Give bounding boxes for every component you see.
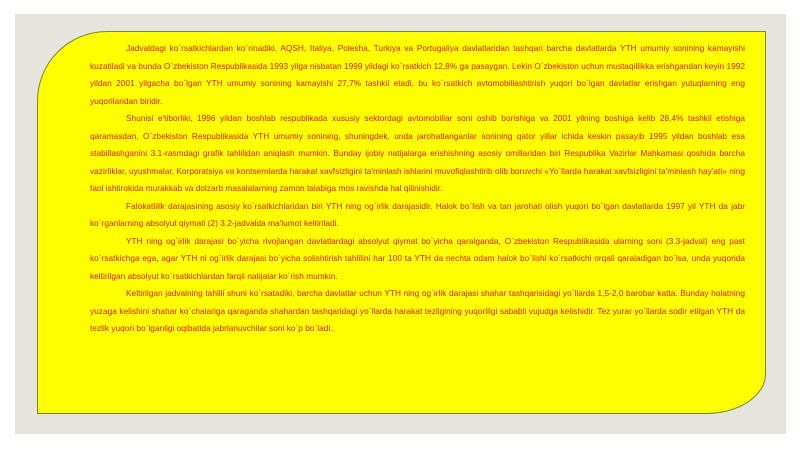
paragraph: Shunisi e'tiborliki, 1996 yildan boshlab respublikada xususiy sektordagi avtomobillar soni oshib borishiga va 2001 yilning boshiga kelib 28,4% tashkil etishiga qaramasdan, O`zbekiston Respublikasida YTH umumiy sonining, shuningdek, unda jarohatlanganlar sonining qator yillar ichida keskin pasayib 1995 yildan boshlab esa stabillashganini 3.1-rasmdagi grafik tahlilidan aniqlash mumkin. Bunday ijobiy natijalarga erishishning asosiy omillaridan biri Respublika Vazirlar Mahkamasi qoshida barcha vazirliklar, uyushmalar, Korporatsiya va kontsernlarda harakat xavfsizligini ta'minlash ishlarini muvofiqlashtirib olib boruvchi «Yo`llarda harakat xavfsizligini ta'minlash hay'ati» ning faol ishtirokida murakkab va dolzarb masalalarning zamon talabiga mos ravishda hal qilinishidir.: [90, 113, 745, 193]
text-slide: [37, 31, 766, 414]
paragraph: Keltirilgan jadvalning tahlili shuni ko`rsatadiki, barcha davlatlar uchun YTH ning og`irlik darajasi shahar tashqarisidagi yo`llarda 1,5-2,0 barobar katta. Bunday holatning yuzaga kelishini shahar ko`chalariga qaraganda shahardan tashqaridagi yo`llarda harakat tezligining yuqoriligi sababli vujudga kelishidir. Tez yurar yo`llarda sodir etilgan YTH da tezlik yuqori bo`lganligi oqibatida jabrlanuvchilar soni ko`p bo`ladi.: [90, 288, 745, 333]
paragraph: Jadvaldagi ko`rsatkichlardan ko`rinadiki, AQSH, Italiya, Polesha, Turkiya va Portugaliya davlatlaridan tashqari barcha davlatlarda YTH umumiy sonining kamayishi kuzatiladi va bunda O`zbekiston Respublikasida 1993 yilga nisbatan 1999 yildagi ko`rsatkich 12,8% ga pasaygan. Lekin O`zbekiston uchun mustaqillikka erishgandan keyin 1992 yildan 2001 yilgacha bo`lgan YTH umumiy sonining kamayishi 27,7% tashkil etadi, bu ko`rsatkich avtomobillashtirish yuqori bo`lgan davlatlar erishgan yutuqlarning eng yuqorilaridan biridir.: [90, 43, 745, 106]
paragraph: YTH ning og`irlik darajasi bo`yicha rivojlangan davlatlardagi absolyut qiymat bo`yicha qaralganda, O`zbekiston Respublikasida ularning soni (3.3-jadval) eng past ko`rsatkichga ega, agar YTH ni og`irlik darajasi bo`yicha solishtirish tahlilini har 100 ta YTH da nechta odam halok bo`lishi ko`rsatkichi orqali qaraladigan bo`lsa, unda yuqorida keltirilgan absolyut ko`rsatkichlardan farqli natijalar ko`rish mumkin.: [90, 235, 745, 281]
body-text: [90, 40, 745, 338]
paragraph: Falokatlilik darajasining asosiy ko`rsatkichlaridan biri YTH ning og`irlik darajasidir. Halok bo`lish va tan jarohati olish yuqori bo`lgan davlatlarda 1997 yil YTH da jabr ko`rganlarning absolyut qiymati (2) 3.2-jadvalda ma'lumot keltiriladi.: [90, 200, 745, 228]
